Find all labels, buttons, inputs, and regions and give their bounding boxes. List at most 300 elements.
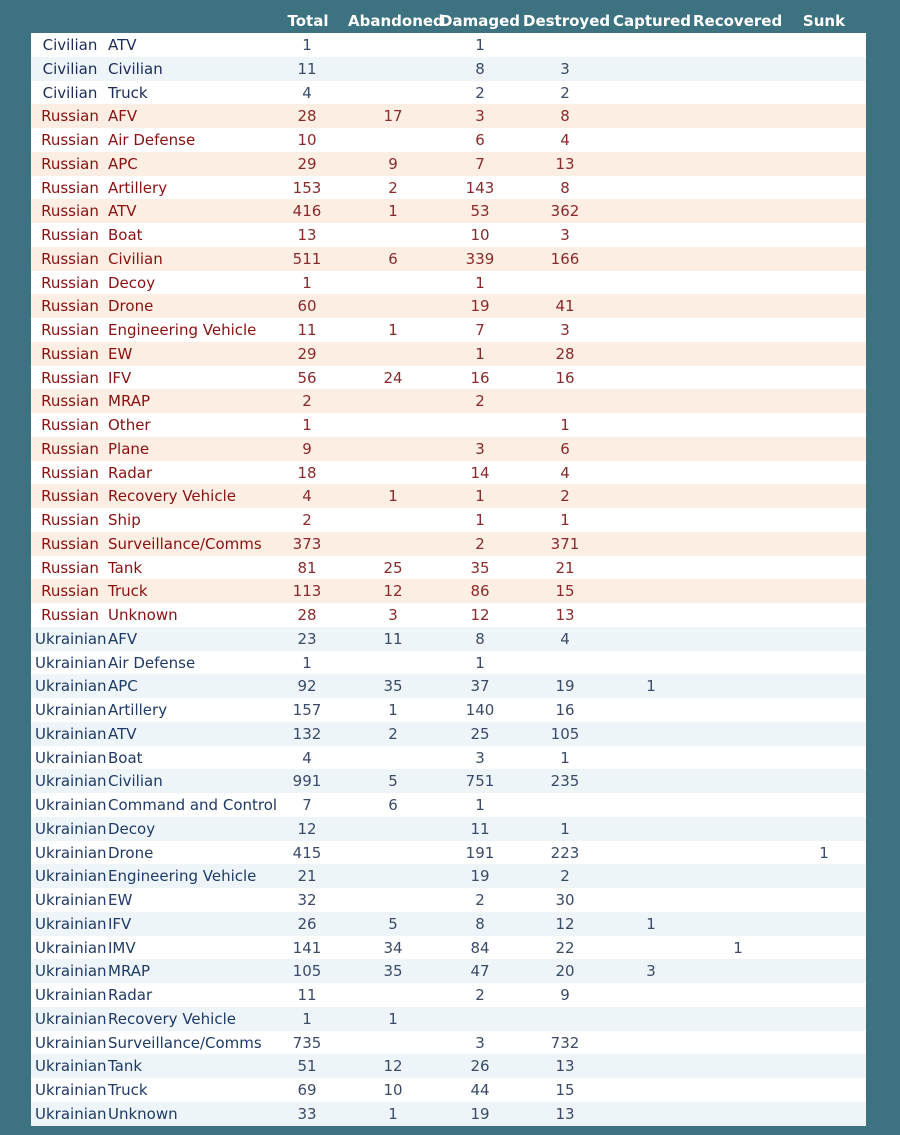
destroyed-cell: 732 [550, 1033, 580, 1052]
table-row [31, 532, 866, 556]
country-cell: Russian [41, 392, 99, 411]
equipment-type-cell: Radar [108, 463, 153, 482]
abandoned-cell: 12 [383, 1057, 403, 1076]
total-cell: 60 [297, 297, 317, 316]
total-cell: 11 [297, 321, 317, 339]
header-destroyed: Destroyed [523, 12, 611, 30]
total-cell: 29 [297, 344, 317, 363]
table-row [31, 698, 866, 722]
total-cell: 991 [292, 772, 322, 791]
destroyed-cell: 8 [560, 178, 570, 197]
destroyed-cell: 19 [555, 677, 575, 696]
country-cell: Ukrainian [35, 843, 107, 862]
equipment-type-cell: AFV [108, 629, 138, 648]
destroyed-cell: 105 [550, 724, 580, 743]
destroyed-cell: 2 [560, 867, 570, 886]
country-cell: Ukrainian [35, 653, 107, 672]
damaged-cell: 14 [470, 463, 490, 482]
table-row [31, 81, 866, 105]
equipment-type-cell: IMV [108, 938, 136, 957]
country-cell: Russian [41, 154, 99, 173]
destroyed-cell: 2 [560, 487, 570, 506]
damaged-cell: 25 [470, 724, 490, 743]
total-cell: 511 [292, 249, 322, 268]
country-cell: Ukrainian [35, 701, 107, 719]
table-row [31, 176, 866, 200]
damaged-cell: 37 [470, 677, 490, 696]
abandoned-cell: 10 [383, 1081, 403, 1099]
country-cell: Ukrainian [35, 748, 107, 767]
country-cell: Russian [41, 534, 99, 553]
country-cell: Russian [41, 297, 99, 316]
total-cell: 28 [297, 107, 317, 126]
country-cell: Russian [41, 558, 99, 577]
damaged-cell: 2 [475, 83, 485, 102]
table-row [31, 817, 866, 841]
table-row [31, 936, 866, 960]
table-row [31, 674, 866, 698]
destroyed-cell: 13 [555, 1104, 575, 1123]
destroyed-cell: 12 [555, 914, 575, 933]
losses-table [31, 33, 866, 1124]
damaged-cell: 6 [475, 131, 485, 149]
damaged-cell: 1 [475, 344, 485, 363]
table-row [31, 247, 866, 271]
equipment-type-cell: Decoy [108, 273, 156, 292]
total-cell: 26 [297, 914, 317, 933]
total-cell: 1 [302, 36, 312, 54]
country-cell: Russian [41, 606, 99, 624]
damaged-cell: 1 [475, 511, 485, 529]
destroyed-cell: 362 [550, 202, 580, 221]
country-cell: Ukrainian [35, 1057, 107, 1076]
abandoned-cell: 9 [388, 154, 398, 173]
table-row [31, 888, 866, 912]
table-row [31, 651, 866, 675]
abandoned-cell: 35 [383, 962, 403, 981]
table-row [31, 413, 866, 437]
equipment-type-cell: Command and Control [108, 796, 278, 814]
country-cell: Russian [41, 416, 99, 434]
country-cell: Russian [41, 178, 99, 197]
country-cell: Ukrainian [35, 914, 107, 933]
table-row [31, 841, 866, 865]
table-row [31, 508, 866, 532]
sunk-cell: 1 [819, 843, 829, 862]
equipment-type-cell: ATV [108, 202, 137, 221]
total-cell: 735 [292, 1033, 322, 1052]
destroyed-cell: 21 [555, 558, 575, 577]
destroyed-cell: 13 [555, 606, 575, 624]
total-cell: 105 [292, 962, 322, 981]
table-row [31, 793, 866, 817]
abandoned-cell: 12 [383, 582, 403, 601]
table-row [31, 579, 866, 603]
header-damaged: Damaged [440, 12, 520, 30]
destroyed-cell: 41 [555, 297, 575, 316]
damaged-cell: 191 [465, 843, 495, 862]
equipment-type-cell: Truck [108, 83, 148, 102]
destroyed-cell: 4 [560, 629, 570, 648]
table-row [31, 1102, 866, 1126]
table-row [31, 33, 866, 57]
destroyed-cell: 3 [560, 226, 570, 244]
abandoned-cell: 24 [383, 368, 403, 387]
abandoned-cell: 2 [388, 178, 398, 197]
country-cell: Russian [41, 202, 99, 221]
abandoned-cell: 1 [388, 1009, 398, 1028]
equipment-type-cell: Tank [108, 558, 143, 577]
country-cell: Ukrainian [35, 891, 107, 909]
damaged-cell: 44 [470, 1081, 490, 1099]
table-row [31, 983, 866, 1007]
table-row [31, 223, 866, 247]
captured-cell: 1 [646, 677, 656, 696]
damaged-cell: 8 [475, 629, 485, 648]
table-row [31, 746, 866, 770]
table-row [31, 769, 866, 793]
equipment-type-cell: ATV [108, 36, 137, 54]
country-cell: Russian [41, 368, 99, 387]
equipment-type-cell: Recovery Vehicle [108, 487, 236, 506]
damaged-cell: 2 [475, 392, 485, 411]
table-row [31, 1054, 866, 1078]
country-cell: Ukrainian [35, 1009, 107, 1028]
damaged-cell: 10 [470, 226, 490, 244]
abandoned-cell: 1 [388, 701, 398, 719]
total-cell: 13 [297, 226, 317, 244]
total-cell: 56 [297, 368, 317, 387]
abandoned-cell: 1 [388, 487, 398, 506]
destroyed-cell: 15 [555, 582, 575, 601]
abandoned-cell: 5 [388, 914, 398, 933]
total-cell: 4 [302, 487, 312, 506]
equipment-type-cell: APC [108, 677, 138, 696]
damaged-cell: 143 [465, 178, 495, 197]
equipment-type-cell: AFV [108, 107, 138, 126]
destroyed-cell: 1 [560, 819, 570, 838]
destroyed-cell: 22 [555, 938, 575, 957]
total-cell: 1 [302, 1009, 312, 1028]
total-cell: 69 [297, 1081, 317, 1099]
destroyed-cell: 3 [560, 321, 570, 339]
damaged-cell: 339 [465, 249, 495, 268]
equipment-type-cell: Boat [108, 226, 143, 244]
total-cell: 28 [297, 606, 317, 624]
table-row [31, 1078, 866, 1102]
abandoned-cell: 1 [388, 321, 398, 339]
table-row [31, 199, 866, 223]
total-cell: 9 [302, 439, 312, 458]
country-cell: Russian [41, 463, 99, 482]
destroyed-cell: 371 [550, 534, 580, 553]
table-row [31, 271, 866, 295]
equipment-type-cell: Air Defense [108, 653, 196, 672]
total-cell: 11 [297, 59, 317, 78]
damaged-cell: 19 [470, 297, 490, 316]
country-cell: Russian [41, 249, 99, 268]
total-cell: 18 [297, 463, 317, 482]
destroyed-cell: 20 [555, 962, 575, 981]
damaged-cell: 84 [470, 938, 490, 957]
destroyed-cell: 1 [560, 748, 570, 767]
table-row [31, 1007, 866, 1031]
table-row [31, 556, 866, 580]
damaged-cell: 3 [475, 107, 485, 126]
country-cell: Russian [41, 582, 99, 601]
country-cell: Ukrainian [35, 938, 107, 957]
equipment-type-cell: IFV [108, 368, 132, 387]
damaged-cell: 3 [475, 439, 485, 458]
table-row [31, 437, 866, 461]
total-cell: 4 [302, 83, 312, 102]
total-cell: 12 [297, 819, 317, 838]
destroyed-cell: 16 [555, 368, 575, 387]
table-row [31, 912, 866, 936]
table-row [31, 1031, 866, 1055]
header-total: Total [287, 12, 329, 30]
country-cell: Russian [41, 344, 99, 363]
damaged-cell: 2 [475, 891, 485, 909]
total-cell: 10 [297, 131, 317, 149]
abandoned-cell: 6 [388, 249, 398, 268]
equipment-type-cell: Truck [108, 582, 148, 601]
equipment-type-cell: MRAP [108, 392, 151, 411]
abandoned-cell: 11 [383, 629, 403, 648]
header-abandoned: Abandoned [348, 12, 444, 30]
equipment-type-cell: Unknown [108, 606, 178, 624]
equipment-type-cell: Tank [108, 1057, 143, 1076]
damaged-cell: 751 [465, 772, 495, 791]
equipment-type-cell: ATV [108, 724, 137, 743]
total-cell: 373 [292, 534, 322, 553]
table-header [0, 0, 900, 33]
country-cell: Civilian [42, 83, 98, 102]
equipment-type-cell: Truck [108, 1081, 148, 1099]
total-cell: 141 [292, 938, 322, 957]
header-captured: Captured [612, 12, 692, 30]
country-cell: Ukrainian [35, 1033, 107, 1052]
country-cell: Civilian [42, 36, 98, 54]
country-cell: Russian [41, 511, 99, 529]
abandoned-cell: 34 [383, 938, 403, 957]
equipment-type-cell: Drone [108, 297, 154, 316]
country-cell: Russian [41, 321, 99, 339]
destroyed-cell: 4 [560, 131, 570, 149]
damaged-cell: 8 [475, 59, 485, 78]
table-row [31, 722, 866, 746]
table-row [31, 864, 866, 888]
destroyed-cell: 223 [550, 843, 580, 862]
damaged-cell: 2 [475, 534, 485, 553]
equipment-type-cell: Artillery [108, 701, 168, 719]
country-cell: Russian [41, 487, 99, 506]
table-row [31, 461, 866, 485]
destroyed-cell: 16 [555, 701, 575, 719]
abandoned-cell: 35 [383, 677, 403, 696]
equipment-type-cell: MRAP [108, 962, 151, 981]
table-row [31, 294, 866, 318]
equipment-type-cell: Boat [108, 748, 143, 767]
table-row [31, 366, 866, 390]
damaged-cell: 7 [475, 321, 485, 339]
country-cell: Russian [41, 273, 99, 292]
country-cell: Ukrainian [35, 1104, 107, 1123]
country-cell: Russian [41, 226, 99, 244]
damaged-cell: 53 [470, 202, 490, 221]
total-cell: 29 [297, 154, 317, 173]
country-cell: Ukrainian [35, 724, 107, 743]
damaged-cell: 8 [475, 914, 485, 933]
damaged-cell: 1 [475, 653, 485, 672]
total-cell: 416 [292, 202, 322, 221]
country-cell: Ukrainian [35, 629, 107, 648]
equipment-type-cell: Civilian [108, 249, 163, 268]
country-cell: Ukrainian [35, 867, 107, 886]
damaged-cell: 2 [475, 986, 485, 1004]
abandoned-cell: 1 [388, 1104, 398, 1123]
table-row [31, 128, 866, 152]
damaged-cell: 3 [475, 1033, 485, 1052]
table-row [31, 603, 866, 627]
equipment-type-cell: Recovery Vehicle [108, 1009, 236, 1028]
destroyed-cell: 8 [560, 107, 570, 126]
country-cell: Ukrainian [35, 986, 107, 1004]
equipment-type-cell: Civilian [108, 772, 163, 791]
table-row [31, 627, 866, 651]
destroyed-cell: 4 [560, 463, 570, 482]
table-row [31, 152, 866, 176]
country-cell: Russian [41, 107, 99, 126]
total-cell: 2 [302, 392, 312, 411]
destroyed-cell: 9 [560, 986, 570, 1004]
destroyed-cell: 6 [560, 439, 570, 458]
equipment-type-cell: EW [108, 344, 133, 363]
total-cell: 132 [292, 724, 322, 743]
destroyed-cell: 15 [555, 1081, 575, 1099]
total-cell: 415 [292, 843, 322, 862]
total-cell: 2 [302, 511, 312, 529]
country-cell: Ukrainian [35, 772, 107, 791]
equipment-type-cell: Ship [108, 511, 141, 529]
abandoned-cell: 2 [388, 724, 398, 743]
table-row [31, 484, 866, 508]
damaged-cell: 26 [470, 1057, 490, 1076]
abandoned-cell: 3 [388, 606, 398, 624]
country-cell: Ukrainian [35, 796, 107, 814]
equipment-type-cell: Decoy [108, 819, 156, 838]
equipment-type-cell: Engineering Vehicle [108, 321, 257, 339]
equipment-type-cell: Radar [108, 986, 153, 1004]
total-cell: 1 [302, 273, 312, 292]
damaged-cell: 35 [470, 558, 490, 577]
country-cell: Ukrainian [35, 819, 107, 838]
country-cell: Russian [41, 439, 99, 458]
total-cell: 1 [302, 653, 312, 672]
total-cell: 157 [292, 701, 322, 719]
damaged-cell: 11 [470, 819, 490, 838]
destroyed-cell: 13 [555, 1057, 575, 1076]
total-cell: 33 [297, 1104, 317, 1123]
damaged-cell: 16 [470, 368, 490, 387]
equipment-type-cell: Air Defense [108, 131, 196, 149]
table-row [31, 959, 866, 983]
country-cell: Civilian [42, 59, 98, 78]
table-row [31, 57, 866, 81]
equipment-type-cell: Plane [108, 439, 150, 458]
equipment-type-cell: Engineering Vehicle [108, 867, 257, 886]
destroyed-cell: 3 [560, 59, 570, 78]
damaged-cell: 86 [470, 582, 490, 601]
abandoned-cell: 5 [388, 772, 398, 791]
total-cell: 81 [297, 558, 317, 577]
table-row [31, 104, 866, 128]
damaged-cell: 7 [475, 154, 485, 173]
equipment-type-cell: APC [108, 154, 138, 173]
destroyed-cell: 30 [555, 891, 575, 909]
total-cell: 1 [302, 416, 312, 434]
equipment-type-cell: Surveillance/Comms [108, 1033, 262, 1052]
recovered-cell: 1 [733, 938, 743, 957]
total-cell: 21 [297, 867, 317, 886]
damaged-cell: 12 [470, 606, 490, 624]
header-recovered: Recovered [693, 12, 783, 30]
damaged-cell: 1 [475, 273, 485, 292]
equipment-type-cell: Other [108, 416, 151, 434]
abandoned-cell: 6 [388, 796, 398, 814]
damaged-cell: 19 [470, 1104, 490, 1123]
table-row [31, 389, 866, 413]
equipment-type-cell: Artillery [108, 178, 168, 197]
destroyed-cell: 1 [560, 416, 570, 434]
destroyed-cell: 235 [550, 772, 580, 791]
abandoned-cell: 1 [388, 202, 398, 221]
equipment-type-cell: EW [108, 891, 133, 909]
damaged-cell: 140 [465, 701, 495, 719]
damaged-cell: 19 [470, 867, 490, 886]
total-cell: 32 [297, 891, 317, 909]
equipment-type-cell: IFV [108, 914, 132, 933]
destroyed-cell: 166 [550, 249, 580, 268]
total-cell: 92 [297, 677, 317, 696]
destroyed-cell: 28 [555, 344, 575, 363]
captured-cell: 3 [646, 962, 656, 981]
destroyed-cell: 2 [560, 83, 570, 102]
total-cell: 113 [292, 582, 322, 601]
total-cell: 51 [297, 1057, 317, 1076]
country-cell: Ukrainian [35, 677, 107, 696]
country-cell: Ukrainian [35, 962, 107, 981]
equipment-type-cell: Civilian [108, 59, 163, 78]
damaged-cell: 47 [470, 962, 490, 981]
damaged-cell: 1 [475, 36, 485, 54]
abandoned-cell: 17 [383, 107, 403, 126]
equipment-type-cell: Surveillance/Comms [108, 534, 262, 553]
header-sunk: Sunk [802, 12, 846, 30]
total-cell: 23 [297, 629, 317, 648]
equipment-type-cell: Unknown [108, 1104, 178, 1123]
equipment-type-cell: Drone [108, 843, 154, 862]
table-row [31, 342, 866, 366]
total-cell: 4 [302, 748, 312, 767]
country-cell: Russian [41, 131, 99, 149]
captured-cell: 1 [646, 914, 656, 933]
destroyed-cell: 13 [555, 154, 575, 173]
damaged-cell: 3 [475, 748, 485, 767]
destroyed-cell: 1 [560, 511, 570, 529]
total-cell: 11 [297, 986, 317, 1004]
table-row [31, 318, 866, 342]
